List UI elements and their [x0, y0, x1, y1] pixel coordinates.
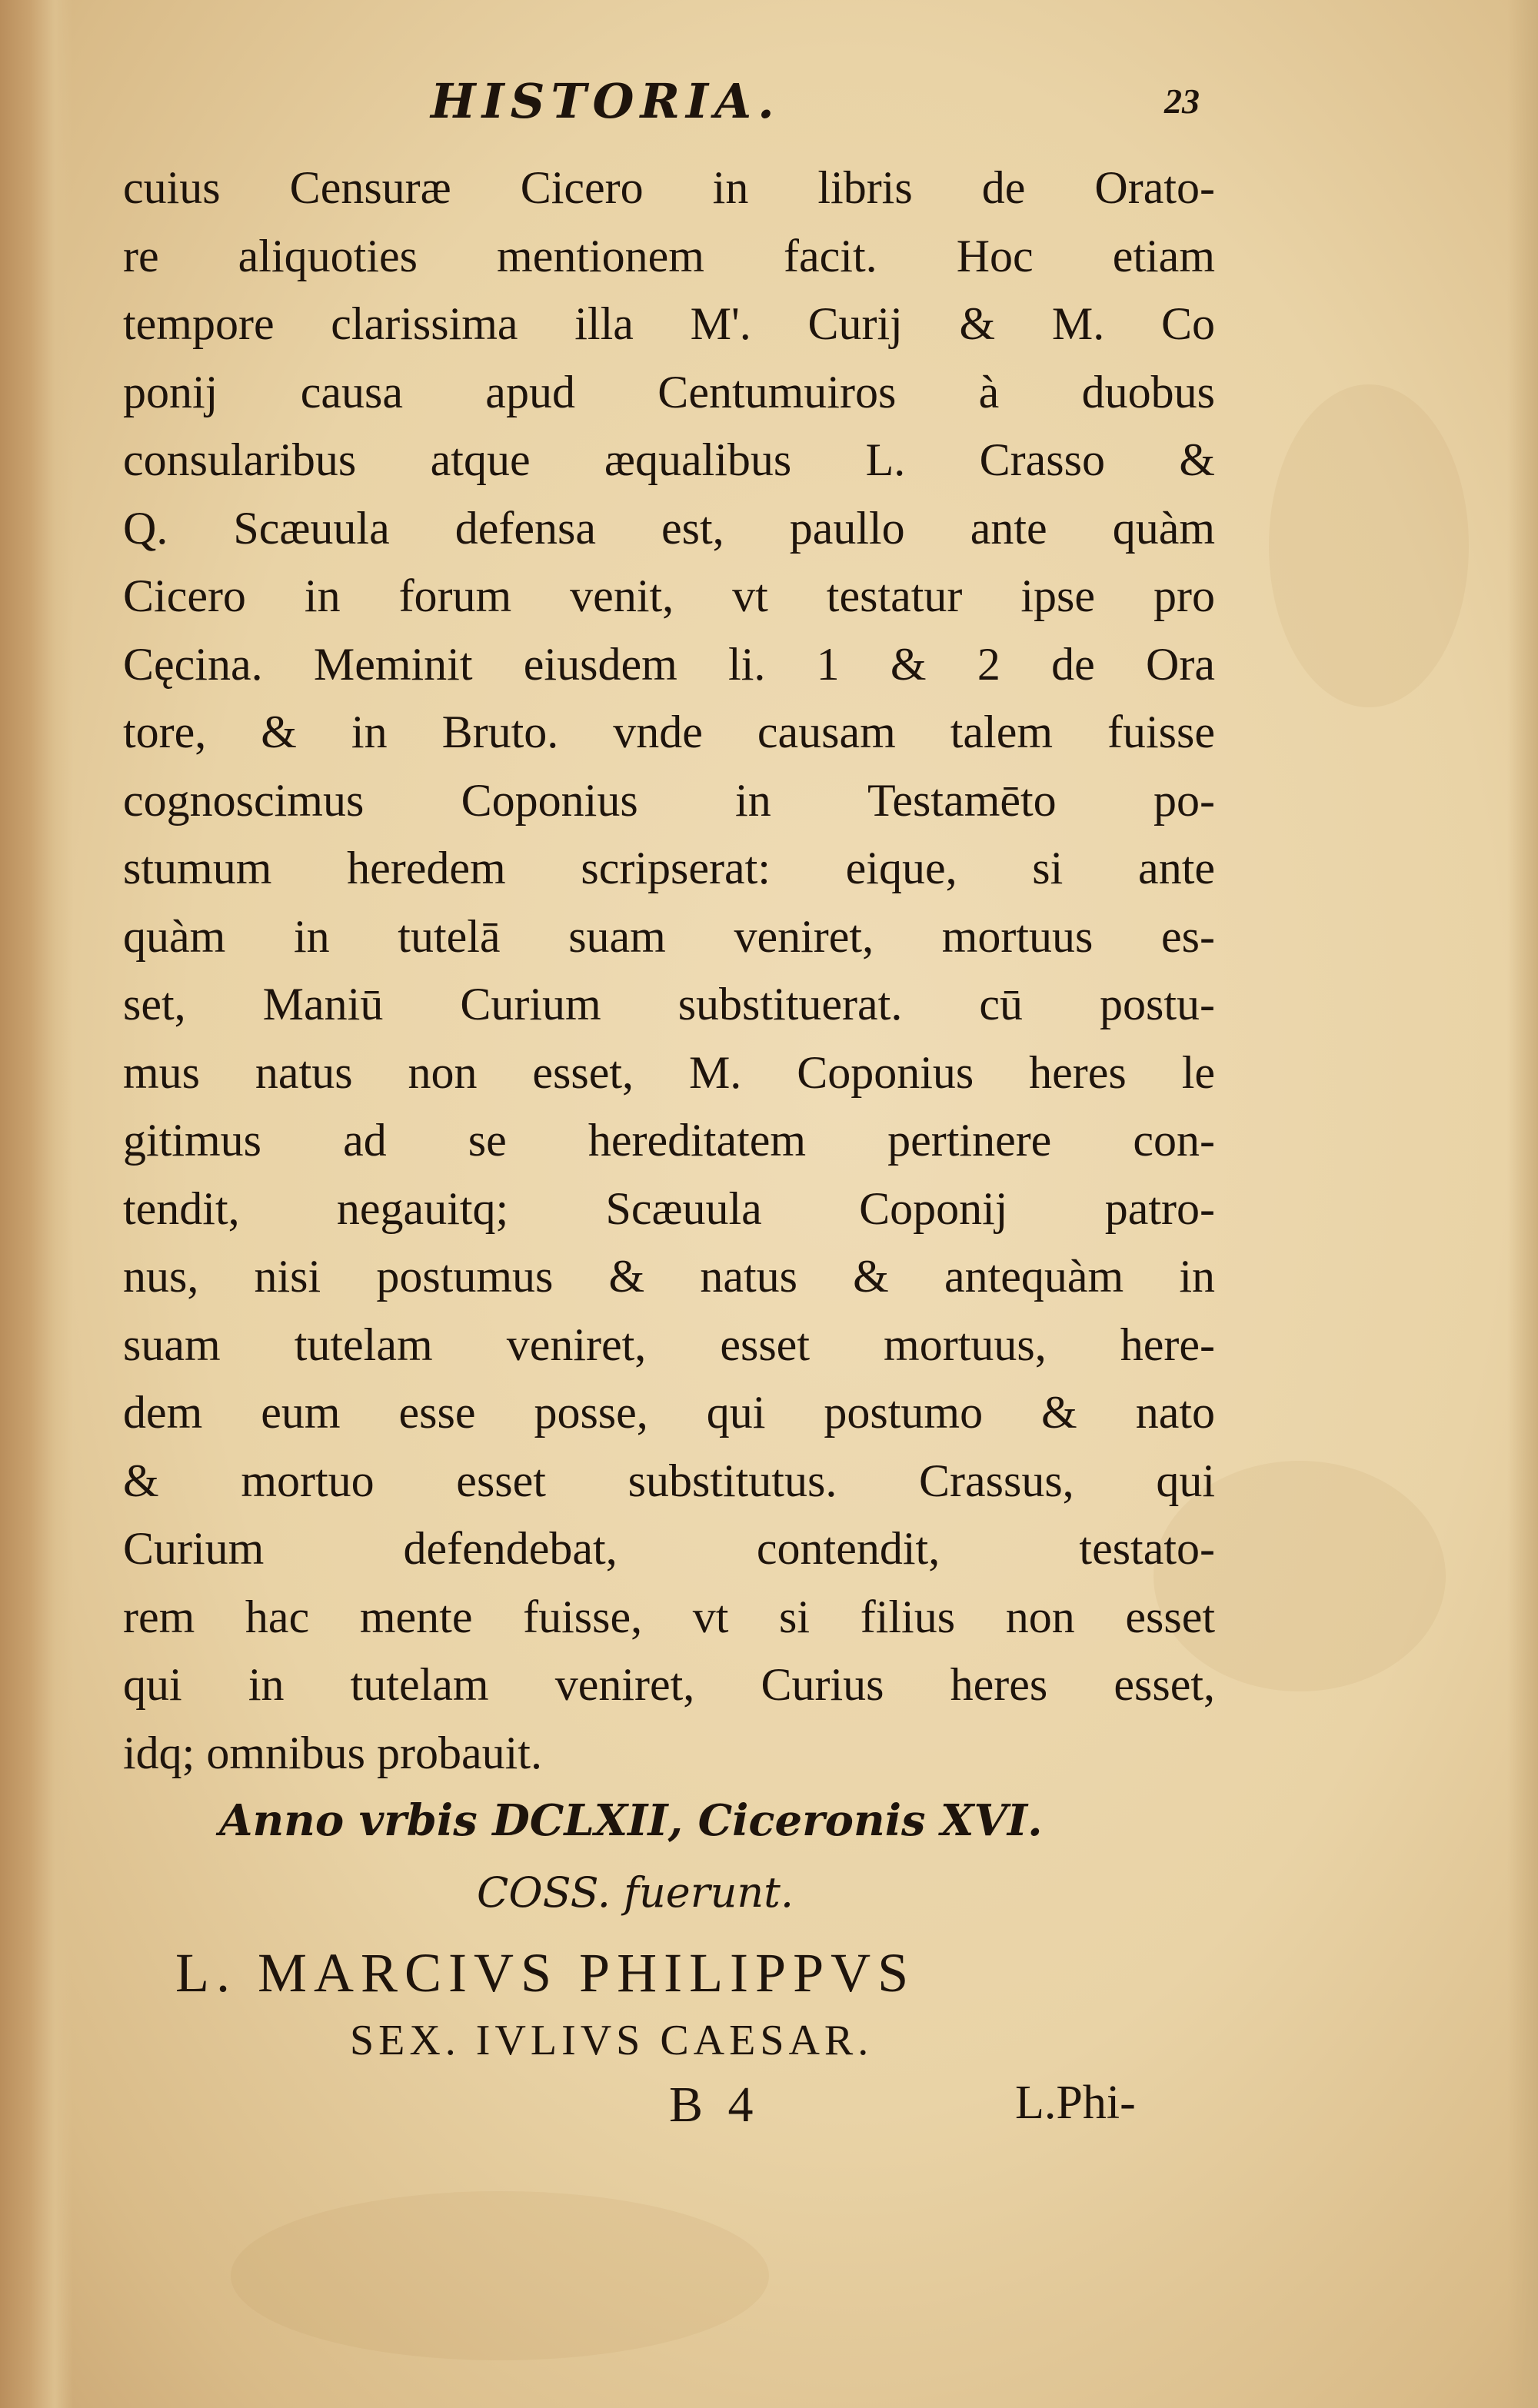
- paper-stain: [1269, 384, 1469, 707]
- text-line: suam tutelam veniret, esset mortuus, here-: [123, 1319, 1215, 1370]
- paper-stain: [231, 2191, 769, 2360]
- text-line: set, Maniū Curium substituerat. cū postu-: [123, 979, 1215, 1029]
- text-line: Cęcina. Meminit eiusdem li. 1 & 2 de Ora: [123, 638, 1215, 690]
- text-line: mus natus non esset, M. Coponius heres le: [123, 1046, 1215, 1098]
- text-line: rem hac mente fuisse, vt si filius non esset: [123, 1591, 1215, 1642]
- text-line: Curium defendebat, contendit, testato-: [123, 1523, 1215, 1574]
- text-line: tempore clarissima illa M'. Curij & M. Co: [123, 298, 1215, 349]
- signature-mark: B 4: [669, 2077, 760, 2133]
- text-line: & mortuo esset substitutus. Crassus, qui: [123, 1455, 1215, 1506]
- binding-edge: [0, 0, 73, 2408]
- text-line: consularibus atque æqualibus L. Crasso &: [123, 434, 1215, 485]
- consul-second: SEX. IVLIVS CAESAR.: [350, 2017, 874, 2064]
- text-line: nus, nisi postumus & natus & antequàm in: [123, 1251, 1215, 1302]
- running-title: HISTORIA.: [431, 73, 781, 129]
- text-line: idq; omnibus probauit.: [123, 1727, 542, 1778]
- catchword: L.Phi-: [1015, 2077, 1136, 2129]
- consuls-label: COSS. fuerunt.: [477, 1868, 794, 1917]
- text-line: cuius Censuræ Cicero in libris de Orato-: [123, 162, 1215, 213]
- page-number: 23: [1164, 81, 1200, 121]
- text-line: re aliquoties mentionem facit. Hoc etiam: [123, 230, 1215, 281]
- text-line: Cicero in forum venit, vt testatur ipse pro: [123, 570, 1215, 621]
- text-line: tore, & in Bruto. vnde causam talem fuisse: [123, 707, 1215, 757]
- body-text: [123, 154, 1215, 1787]
- text-line: gitimus ad se hereditatem pertinere con-: [123, 1115, 1215, 1166]
- text-line: qui in tutelam veniret, Curius heres esset,: [123, 1659, 1215, 1710]
- text-line: tendit, negauitq; Scæuula Coponij patro-: [123, 1182, 1215, 1234]
- text-line: ponij causa apud Centumuiros à duobus: [123, 366, 1215, 417]
- text-line: dem eum esse posse, qui postumo & nato: [123, 1387, 1215, 1438]
- consul-first: L. MARCIVS PHILIPPVS: [175, 1942, 916, 2004]
- text-line: Q. Scæuula defensa est, paullo ante quàm: [123, 502, 1215, 554]
- text-line: quàm in tutelā suam veniret, mortuus es-: [123, 910, 1215, 962]
- page-edge: [1507, 0, 1538, 2408]
- running-head: [431, 73, 1215, 150]
- text-line: stumum heredem scripserat: eique, si ante: [123, 843, 1215, 893]
- text-line: cognoscimus Coponius in Testamēto po-: [123, 774, 1215, 826]
- year-heading: Anno vrbis DCLXII, Ciceronis XVI.: [219, 1795, 1043, 1846]
